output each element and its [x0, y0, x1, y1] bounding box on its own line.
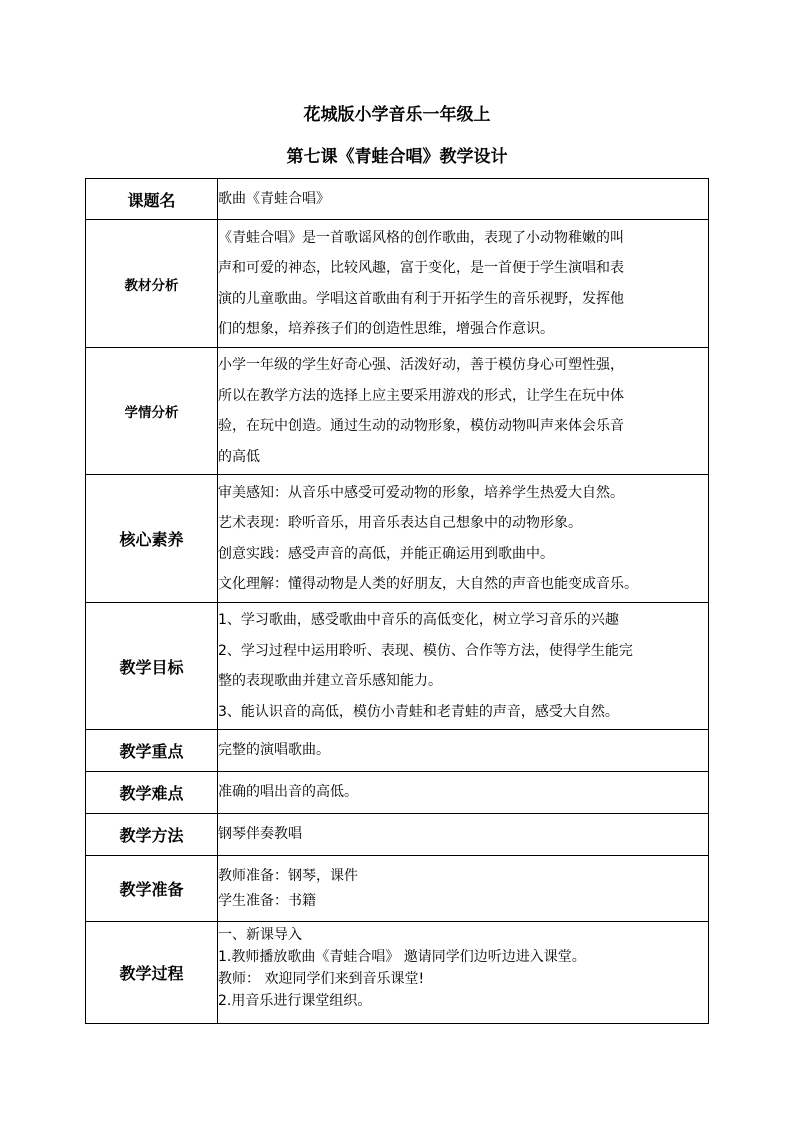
text-line: 完整的演唱歌曲。 [218, 742, 330, 759]
content-topic [218, 179, 709, 220]
label-material-analysis: 教材分析 [86, 220, 218, 348]
text-line: 歌曲《青蛙合唱》 [218, 190, 330, 207]
table-row-key-points [86, 730, 709, 772]
text-line: 创意实践：感受声音的高低，并能正确运用到歌曲中。 [218, 545, 554, 562]
content-teaching-process [218, 922, 709, 1024]
content-student-analysis [218, 348, 709, 475]
text-line: 3、能认识音的高低，模仿小青蛙和老青蛙的声音，感受大自然。 [218, 703, 619, 720]
text-line: 准确的唱出音的高低。 [218, 784, 358, 801]
text-line: 钢琴伴奏教唱 [218, 826, 302, 843]
text-line: 一、新课导入 [218, 927, 302, 943]
label-difficulties: 教学难点 [86, 772, 218, 814]
table-row-teaching-goals [86, 603, 709, 730]
label-key-points: 教学重点 [86, 730, 218, 772]
text-line: 教师准备：钢琴，课件 [218, 867, 358, 884]
document-title: 花城版小学音乐一年级上 [303, 105, 491, 125]
content-teaching-goals [218, 603, 709, 730]
table-row-student-analysis [86, 348, 709, 475]
label-preparation: 教学准备 [86, 856, 218, 922]
label-topic: 课题名 [86, 179, 218, 220]
content-teaching-method [218, 814, 709, 856]
text-line: 学生准备：书籍 [218, 892, 316, 909]
label-student-analysis: 学情分析 [86, 348, 218, 475]
table-row-difficulties [86, 772, 709, 814]
text-line: 所以在教学方法的选择上应主要采用游戏的形式，让学生在玩中体 [218, 387, 624, 404]
content-difficulties [218, 772, 709, 814]
text-line: 验，在玩中创造。通过生动的动物形象，模仿动物叫声来体会乐音 [218, 418, 624, 434]
text-line: 演的儿童歌曲。学唱这首歌曲有利于开拓学生的音乐视野，发挥他 [218, 290, 624, 307]
content-material-analysis [218, 220, 709, 348]
label-teaching-process: 教学过程 [86, 922, 218, 1024]
lesson-plan-table [85, 178, 709, 1024]
document-subtitle: 第七课《青蛙合唱》教学设计 [286, 147, 508, 167]
text-line: 《青蛙合唱》是一首歌谣风格的创作歌曲，表现了小动物稚嫩的叫 [218, 229, 624, 246]
table-row-material-analysis [86, 220, 709, 348]
text-line: 1、学习歌曲，感受歌曲中音乐的高低变化，树立学习音乐的兴趣 [218, 612, 619, 628]
label-core-literacy: 核心素养 [86, 475, 218, 603]
text-line: 声和可爱的神态，比较风趣，富于变化，是一首便于学生演唱和表 [218, 260, 624, 276]
text-line: 2、学习过程中运用聆听、表现、模仿、合作等方法，使得学生能完 [218, 642, 633, 659]
text-line: 1.教师播放歌曲《青蛙合唱》 邀请同学们边听边进入课堂。 [218, 949, 586, 965]
text-line: 艺术表现：聆听音乐，用音乐表达自己想象中的动物形象。 [218, 515, 582, 531]
table-row-teaching-process [86, 922, 709, 1024]
table-row-core-literacy [86, 475, 709, 603]
text-line: 教师： 欢迎同学们来到音乐课堂! [218, 971, 425, 987]
table-row-topic [86, 179, 709, 220]
table-row-teaching-method [86, 814, 709, 856]
text-line: 小学一年级的学生好奇心强、活泼好动，善于模仿身心可塑性强， [218, 357, 624, 373]
text-line: 审美感知：从音乐中感受可爱动物的形象，培养学生热爱大自然。 [218, 484, 624, 501]
text-line: 文化理解：懂得动物是人类的好朋友，大自然的声音也能变成音乐。 [218, 576, 638, 592]
content-core-literacy [218, 475, 709, 603]
content-preparation [218, 856, 709, 922]
label-teaching-goals: 教学目标 [86, 603, 218, 730]
text-line: 整的表现歌曲并建立音乐感知能力。 [218, 673, 442, 689]
text-line: 2.用音乐进行课堂组织。 [218, 993, 372, 1009]
label-teaching-method: 教学方法 [86, 814, 218, 856]
table-row-preparation [86, 856, 709, 922]
content-key-points [218, 730, 709, 772]
text-line: 们的想象，培养孩子们的创造性思维，增强合作意识。 [218, 321, 554, 337]
text-line: 的高低 [218, 448, 260, 465]
